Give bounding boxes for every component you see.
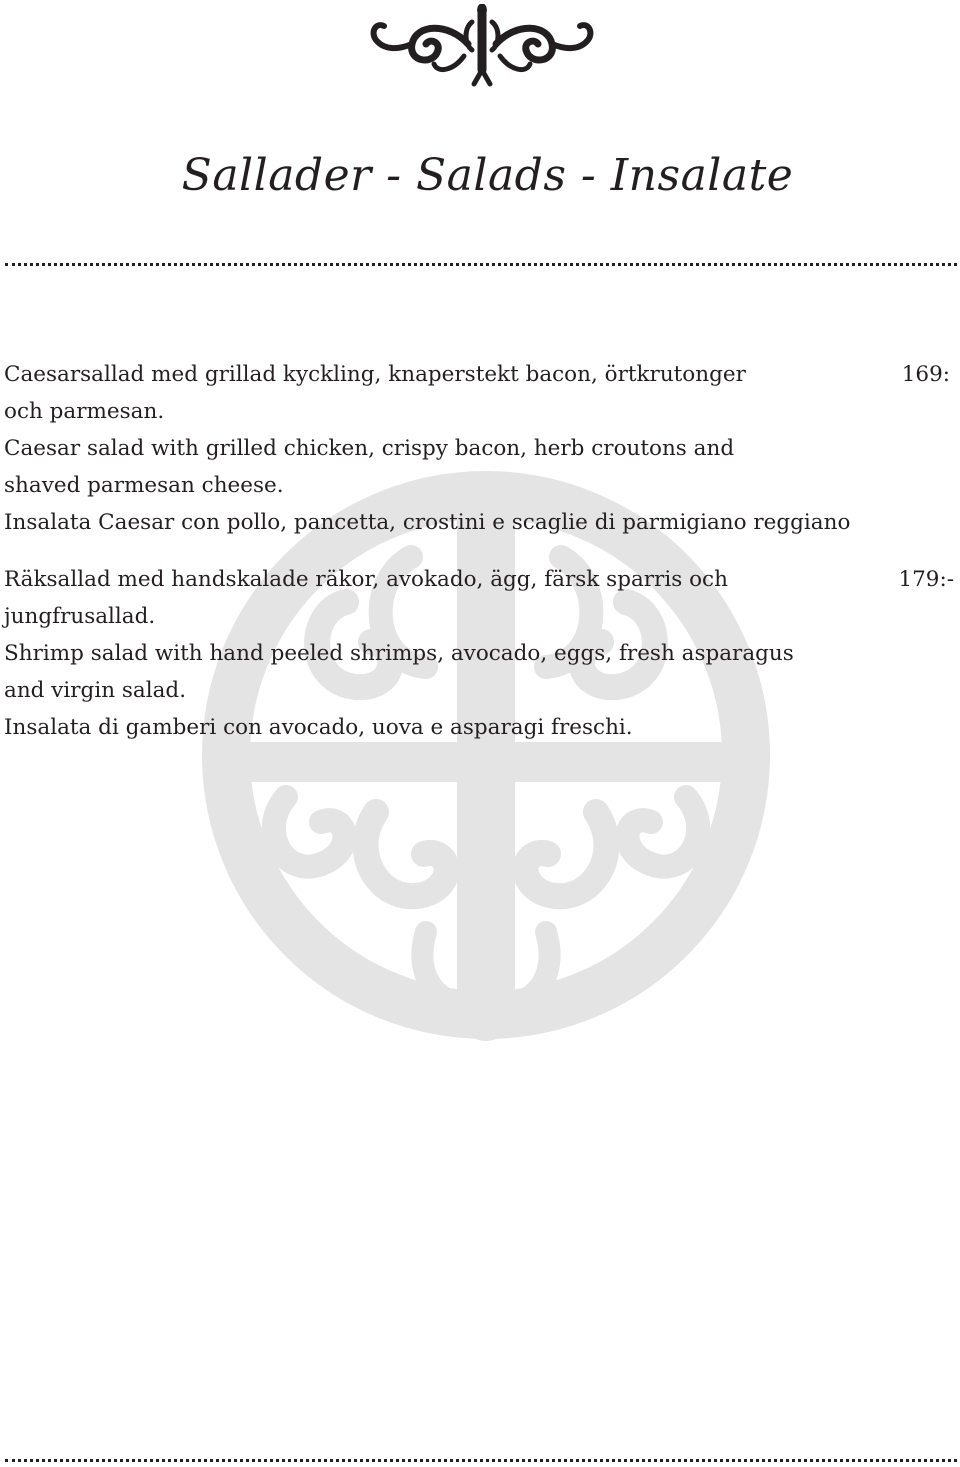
item-price: 179:- [898, 567, 954, 592]
dotted-divider-top [5, 263, 957, 266]
item-description-line: shaved parmesan cheese. [4, 473, 284, 498]
item-description-line: Insalata di gamberi con avocado, uova e asparagi freschi. [4, 715, 633, 740]
circular-scroll-watermark [196, 462, 776, 1048]
item-description-line: and virgin salad. [4, 678, 187, 703]
page-title: Sallader - Salads - Insalate [181, 150, 794, 201]
item-description-line: och parmesan. [4, 399, 165, 424]
item-price: 169: [901, 362, 950, 387]
item-description-line: Insalata Caesar con pollo, pancetta, crostini e scaglie di parmigiano reggiano [4, 510, 851, 535]
menu-item-shrimp-salad [4, 561, 956, 746]
item-description-line: jungfrusallad. [4, 604, 156, 629]
item-description-line: Räksallad med handskalade räkor, avokado, ägg, färsk sparris och [4, 567, 728, 592]
item-description-line: Caesar salad with grilled chicken, crispy bacon, herb croutons and [4, 436, 735, 461]
menu-item-caesar-salad [4, 356, 956, 541]
scroll-ornament-icon [368, 4, 596, 88]
dotted-divider-bottom [5, 1459, 957, 1462]
item-description-line: Caesarsallad med grillad kyckling, knaperstekt bacon, örtkrutonger [4, 362, 746, 387]
item-description-line: Shrimp salad with hand peeled shrimps, avocado, eggs, fresh asparagus [4, 641, 794, 666]
